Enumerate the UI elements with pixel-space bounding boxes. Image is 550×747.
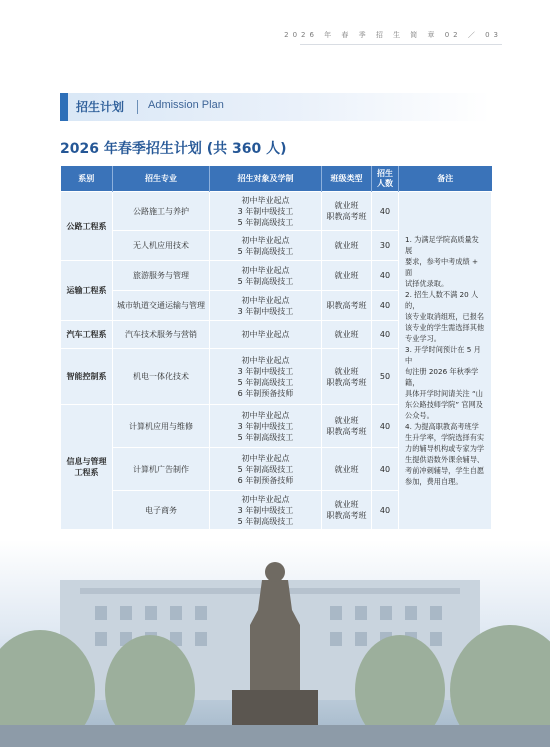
major-cell: 公路施工与养护 <box>113 192 210 231</box>
class-type-line: 就业班 <box>334 366 359 376</box>
target-line: 3 年制中级技工 <box>237 206 294 216</box>
target-line: 初中毕业起点 <box>241 195 290 205</box>
target-line: 初中毕业起点 <box>241 494 290 504</box>
class-type-cell <box>322 261 372 291</box>
target-line: 5 年制高级技工 <box>237 516 294 526</box>
class-type-cell <box>322 321 372 349</box>
banner-divider <box>137 100 138 114</box>
target-line: 3 年制中级技工 <box>237 366 294 376</box>
admission-plan-table <box>60 166 492 530</box>
note-line: 东公路技师学院” 官网及 <box>405 400 483 409</box>
count-cell: 40 <box>372 261 399 291</box>
target-line: 初中毕业起点 <box>241 295 290 305</box>
class-type-cell <box>322 231 372 261</box>
target-line: 5 年制高级技工 <box>237 246 294 256</box>
count-cell: 40 <box>372 448 399 491</box>
note-line: 专业学习。 <box>405 334 441 343</box>
class-type-line: 就业班 <box>334 201 359 210</box>
department-cell: 公路工程系 <box>61 192 113 261</box>
note-line: 该专业的学生需选择其他 <box>405 323 485 332</box>
note-line: 生提供语数外课余辅导、 <box>405 455 485 464</box>
target-line: 初中毕业起点 <box>241 355 290 365</box>
target-line: 5 年制高级技工 <box>237 276 294 286</box>
plan-title: 2026 年春季招生计划 (共 360 人) <box>60 141 287 157</box>
table-row <box>61 192 492 231</box>
target-line: 5 年制高级技工 <box>237 377 294 387</box>
header-count: 招生 人数 <box>372 166 399 192</box>
header-notes: 备注 <box>399 166 492 192</box>
notes-cell <box>399 192 492 530</box>
class-type-cell <box>322 491 372 530</box>
header-target: 招生对象及学制 <box>210 166 322 192</box>
target-line: 6 年制预备技师 <box>237 388 294 398</box>
major-cell: 城市轨道交通运输与管理 <box>113 291 210 321</box>
class-type-line: 职教高考班 <box>326 427 367 436</box>
class-type-line: 职教高考班 <box>326 377 367 387</box>
banner-title-en: Admission Plan <box>148 99 224 111</box>
class-type-line: 就业班 <box>334 416 359 425</box>
section-banner <box>60 93 490 121</box>
note-line: 生升学率，学院选择有实 <box>405 433 485 442</box>
target-line: 5 年制高级技工 <box>237 464 294 474</box>
count-cell: 40 <box>372 291 399 321</box>
target-line: 初中毕业起点 <box>241 265 290 275</box>
target-line: 3 年制中级技工 <box>237 505 294 515</box>
department-cell: 信息与管理 工程系 <box>61 405 113 530</box>
major-cell: 无人机应用技术 <box>113 231 210 261</box>
class-type-line: 就业班 <box>334 241 359 250</box>
note-line: 1. 为满足学院高质量发展 <box>405 235 479 255</box>
note-line: 该专业取消组班，已报名 <box>405 312 485 321</box>
header-major: 招生专业 <box>113 166 210 192</box>
class-type-line: 职教高考班 <box>326 301 367 310</box>
banner-marker <box>60 93 68 121</box>
class-type-cell <box>322 349 372 405</box>
note-line: 3. 开学时间预计在 5 月中 <box>405 345 481 365</box>
count-cell: 40 <box>372 192 399 231</box>
note-line: 2. 招生人数不满 20 人的， <box>405 290 479 310</box>
target-cell <box>210 261 322 291</box>
page-header: 2026 年 春 季 招 生 简 章 02 ／ 03 <box>284 31 502 39</box>
target-cell <box>210 192 322 231</box>
department-cell: 智能控制系 <box>61 349 113 405</box>
major-cell: 计算机应用与维修 <box>113 405 210 448</box>
target-line: 3 年制中级技工 <box>237 306 294 316</box>
target-line: 3 年制中级技工 <box>237 421 294 431</box>
target-cell <box>210 291 322 321</box>
campus-photo <box>0 540 550 747</box>
target-cell <box>210 321 322 349</box>
target-cell <box>210 405 322 448</box>
count-cell: 40 <box>372 321 399 349</box>
major-cell: 计算机广告制作 <box>113 448 210 491</box>
major-cell: 旅游服务与管理 <box>113 261 210 291</box>
class-type-cell <box>322 291 372 321</box>
class-type-line: 职教高考班 <box>326 212 367 221</box>
note-line: 要求，参考中考成绩 + 面 <box>405 257 478 277</box>
note-line: 试择优录取。 <box>405 279 449 288</box>
major-cell: 汽车技术服务与营销 <box>113 321 210 349</box>
class-type-cell <box>322 405 372 448</box>
target-cell <box>210 349 322 405</box>
header-department: 系别 <box>61 166 113 192</box>
count-cell: 40 <box>372 405 399 448</box>
target-cell <box>210 448 322 491</box>
department-cell: 汽车工程系 <box>61 321 113 349</box>
count-cell: 30 <box>372 231 399 261</box>
class-type-line: 职教高考班 <box>326 511 367 520</box>
target-line: 5 年制高级技工 <box>237 432 294 442</box>
target-line: 初中毕业起点 <box>241 235 290 245</box>
target-line: 初中毕业起点 <box>241 330 290 339</box>
note-line: 考前冲刺辅导，学生自愿 <box>405 466 485 475</box>
department-cell: 运输工程系 <box>61 261 113 321</box>
note-line: 具体开学时间请关注 “山 <box>405 389 483 398</box>
target-cell <box>210 491 322 530</box>
class-type-cell <box>322 448 372 491</box>
target-cell <box>210 231 322 261</box>
note-line: 旬注册 2026 年秋季学籍， <box>405 367 479 387</box>
note-line: 4. 为提高职教高考班学 <box>405 422 479 431</box>
note-line: 参加，费用自理。 <box>405 477 463 486</box>
count-cell: 50 <box>372 349 399 405</box>
class-type-line: 就业班 <box>334 500 359 509</box>
note-line: 力的辅导机构或专家为学 <box>405 444 485 453</box>
header-class-type: 班级类型 <box>322 166 372 192</box>
major-cell: 电子商务 <box>113 491 210 530</box>
table-header-row <box>61 166 492 192</box>
note-line: 公众号。 <box>405 411 434 420</box>
class-type-line: 就业班 <box>334 330 359 339</box>
target-line: 初中毕业起点 <box>241 453 290 463</box>
major-cell: 机电一体化技术 <box>113 349 210 405</box>
target-line: 6 年制预备技师 <box>237 475 294 485</box>
class-type-cell <box>322 192 372 231</box>
header-rule <box>300 44 502 45</box>
class-type-line: 就业班 <box>334 464 359 474</box>
count-cell: 40 <box>372 491 399 530</box>
class-type-line: 就业班 <box>334 271 359 280</box>
target-line: 初中毕业起点 <box>241 410 290 420</box>
target-line: 5 年制高级技工 <box>237 217 294 227</box>
banner-title-cn: 招生计划 <box>76 100 125 114</box>
